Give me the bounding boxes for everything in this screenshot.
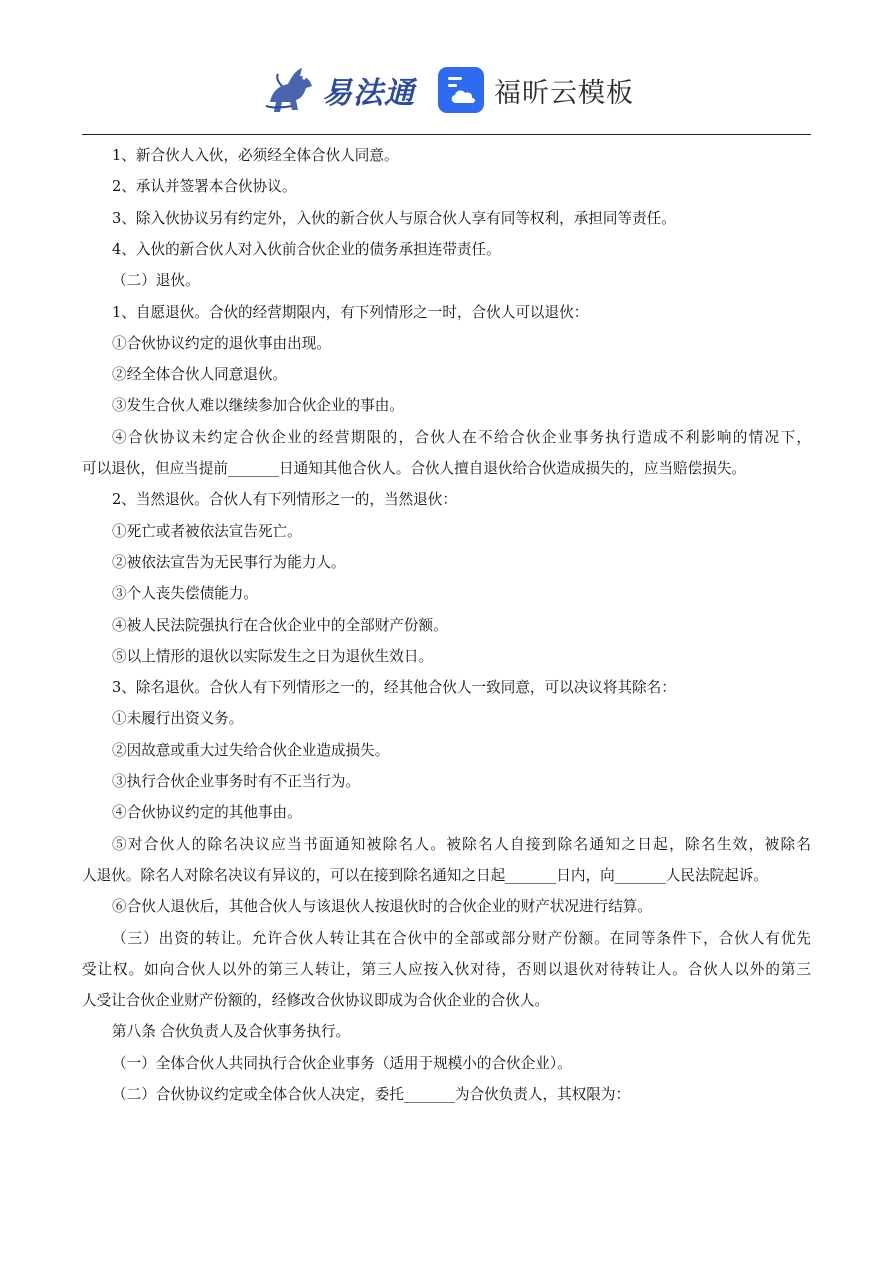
yifatong-logo [262, 62, 420, 118]
cloud-doc-icon [436, 65, 486, 115]
paragraph-continuation-line: 人受让合伙企业财产份额的，经修改合伙协议即成为合伙企业的合伙人。 [82, 992, 550, 1010]
paragraph-line: 4、入伙的新合伙人对入伙前合伙企业的债务承担连带责任。 [112, 240, 501, 258]
page-header [0, 56, 893, 122]
paragraph-line: ⑥合伙人退伙后，其他合伙人与该退伙人按退伙时的合伙企业的财产状况进行结算。 [112, 898, 652, 916]
paragraph-line: 1、新合伙人入伙，必须经全体合伙人同意。 [112, 147, 399, 164]
paragraph-line: ②经全体合伙人同意退伙。 [112, 366, 288, 384]
paragraph-line: （二）合伙协议约定或全体合伙人决定，委托_______为合伙负责人，其权限为： [112, 1086, 631, 1103]
paragraph-line: 1、自愿退伙。合伙的经营期限内，有下列情形之一时，合伙人可以退伙： [112, 303, 589, 321]
paragraph-line: ①合伙协议约定的退伙事由出现。 [112, 334, 331, 352]
header-divider [82, 134, 811, 135]
paragraph-line: ①未履行出资义务。 [112, 710, 244, 728]
fuxin-logo-text: 福昕云模板 [494, 78, 634, 109]
paragraph-line: （三）出资的转让。允许合伙人转让其在合伙中的全部或部分财产份额。在同等条件下，合伙人有优先 [112, 929, 811, 947]
paragraph-line: ②被依法宣告为无民事行为能力人。 [112, 553, 346, 571]
paragraph-line: （二）退伙。 [112, 272, 200, 290]
paragraph-line: 3、除入伙协议另有约定外，入伙的新合伙人与原合伙人享有同等权利，承担同等责任。 [112, 209, 676, 227]
paragraph-line: ②因故意或重大过失给合伙企业造成损失。 [112, 741, 390, 759]
paragraph-line: ④合伙协议约定的其他事由。 [112, 804, 302, 822]
unicorn-icon [262, 62, 322, 118]
paragraph-line: ③个人丧失偿债能力。 [112, 585, 258, 603]
paragraph-line: 2、承认并签署本合伙协议。 [112, 178, 297, 196]
paragraph-line: ④被人民法院强执行在合伙企业中的全部财产份额。 [112, 616, 448, 634]
paragraph-continuation-line: 受让权。如向合伙人以外的第三人转让，第三人应按入伙对待，否则以退伙对待转让人。合伙人以外的第三 [82, 960, 811, 978]
paragraph-line: 3、除名退伙。合伙人有下列情形之一的，经其他合伙人一致同意，可以决议将其除名： [112, 679, 676, 697]
paragraph-line: 第八条 合伙负责人及合伙事务执行。 [112, 1023, 351, 1041]
paragraph-line: ⑤以上情形的退伙以实际发生之日为退伙生效日。 [112, 647, 434, 665]
paragraph-line: （一）全体合伙人共同执行合伙企业事务（适用于规模小的合伙企业）。 [112, 1054, 572, 1072]
paragraph-line: 2、当然退伙。合伙人有下列情形之一的，当然退伙： [112, 491, 457, 509]
paragraph-line: ①死亡或者被依法宣告死亡。 [112, 522, 302, 540]
paragraph-continuation-line: 人退伙。除名人对除名决议有异议的，可以在接到除名通知之日起_______日内，向_______人民法院起诉。 [82, 866, 768, 884]
paragraph-line: ④合伙协议未约定合伙企业的经营期限的，合伙人在不给合伙企业事务执行造成不利影响的情况下， [112, 428, 811, 446]
paragraph-continuation-line: 可以退伙，但应当提前_______日通知其他合伙人。合伙人擅自退伙给合伙造成损失的，应当赔偿损失。 [82, 460, 747, 477]
paragraph-line: ③发生合伙人难以继续参加合伙企业的事由。 [112, 397, 404, 415]
fuxin-logo [436, 64, 646, 116]
paragraph-line: ③执行合伙企业事务时有不正当行为。 [112, 773, 361, 790]
yifatong-logo-text: 易法通 [322, 76, 415, 111]
paragraph-line: ⑤对合伙人的除名决议应当书面通知被除名人。被除名人自接到除名通知之日起，除名生效，被除名 [112, 835, 811, 853]
